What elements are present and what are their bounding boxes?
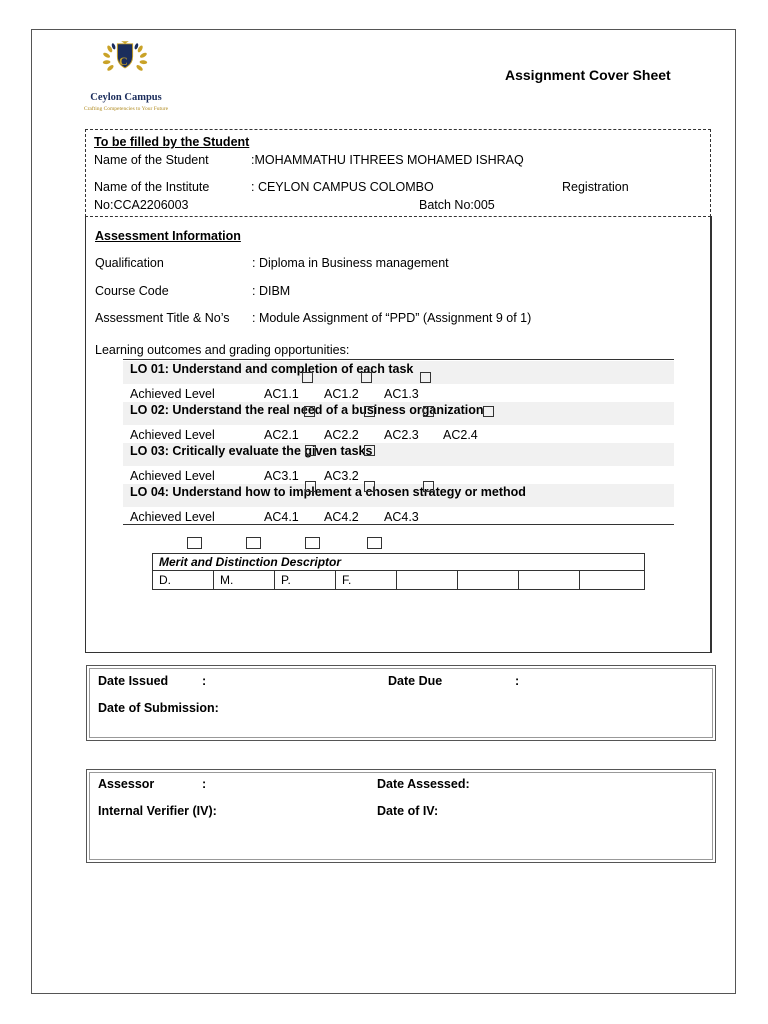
date-assessed-label: Date Assessed: xyxy=(377,777,470,791)
registration-value: No:CCA2206003 xyxy=(94,198,189,212)
ac-checkbox[interactable] xyxy=(305,445,316,456)
student-section-heading: To be filled by the Student xyxy=(94,135,250,149)
ac-label: AC2.3 xyxy=(384,428,419,442)
ac-checkbox[interactable] xyxy=(420,372,431,383)
achieved-level-label: Achieved Level xyxy=(130,469,215,483)
date-due-label: Date Due xyxy=(388,674,443,688)
institute-value: : CEYLON CAMPUS COLOMBO xyxy=(251,180,434,194)
date-of-submission-label: Date of Submission: xyxy=(98,701,219,715)
descriptor-cell[interactable]: P. xyxy=(275,571,336,590)
registration-label: Registration xyxy=(562,180,629,194)
descriptor-cell[interactable] xyxy=(397,571,458,590)
assessor-label: Assessor xyxy=(98,777,155,791)
lo-title: LO 04: Understand how to implement a chosen strategy or method xyxy=(130,485,526,499)
ac-checkbox[interactable] xyxy=(361,372,372,383)
ac-label: AC1.2 xyxy=(324,387,359,401)
ac-checkbox[interactable] xyxy=(305,481,316,492)
date-issued-label: Date Issued xyxy=(98,674,169,688)
descriptor-heading: Merit and Distinction Descriptor xyxy=(153,554,645,571)
ac-checkbox[interactable] xyxy=(364,481,375,492)
ac-label: AC2.2 xyxy=(324,428,359,442)
institute-label: Name of the Institute xyxy=(94,180,210,194)
ac-checkbox[interactable] xyxy=(483,406,494,417)
date-of-iv-label: Date of IV: xyxy=(377,804,439,818)
descriptor-cell[interactable]: D. xyxy=(153,571,214,590)
achieved-level-label: Achieved Level xyxy=(130,387,215,401)
grade-checkbox[interactable] xyxy=(187,537,202,549)
assessment-title-label: Assessment Title & No’s xyxy=(95,311,230,325)
page-title: Assignment Cover Sheet xyxy=(505,67,671,83)
assessment-section-heading: Assessment Information xyxy=(95,229,241,243)
lo-title: LO 01: Understand and completion of each task xyxy=(130,362,414,376)
batch-number: Batch No:005 xyxy=(419,198,495,212)
lo-table-top-rule xyxy=(123,359,674,360)
merit-distinction-table xyxy=(152,553,645,590)
achieved-level-label: Achieved Level xyxy=(130,510,215,524)
ac-checkbox[interactable] xyxy=(302,372,313,383)
ac-label: AC2.1 xyxy=(264,428,299,442)
lo-title: LO 03: Critically evaluate the given tasks xyxy=(130,444,373,458)
logo-name: Ceylon Campus xyxy=(90,92,162,103)
course-code-value: : DIBM xyxy=(252,284,291,298)
grade-checkbox[interactable] xyxy=(367,537,382,549)
lo-title: LO 02: Understand the real need of a business organization xyxy=(130,403,484,417)
ac-label: AC3.1 xyxy=(264,469,299,483)
internal-verifier-label: Internal Verifier (IV): xyxy=(98,804,217,818)
ac-label: AC1.3 xyxy=(384,387,419,401)
grade-checkbox[interactable] xyxy=(246,537,261,549)
descriptor-cell[interactable]: M. xyxy=(214,571,275,590)
descriptor-cell[interactable]: F. xyxy=(336,571,397,590)
student-name-label: Name of the Student xyxy=(94,153,209,167)
ac-checkbox[interactable] xyxy=(423,481,434,492)
student-name-value: :MOHAMMATHU ITHREES MOHAMED ISHRAQ xyxy=(251,153,524,167)
ac-label: AC3.2 xyxy=(324,469,359,483)
assessment-title-value: : Module Assignment of “PPD” (Assignment 9 of 1) xyxy=(252,311,532,325)
descriptor-cell[interactable] xyxy=(580,571,645,590)
logo-tagline: Crafting Competencies to Your Future xyxy=(83,106,169,112)
course-code-label: Course Code xyxy=(95,284,169,298)
ac-checkbox[interactable] xyxy=(364,445,375,456)
ac-label: AC4.3 xyxy=(384,510,419,524)
date-issued-colon: : xyxy=(202,674,207,688)
descriptor-cell[interactable] xyxy=(458,571,519,590)
ac-checkbox[interactable] xyxy=(423,406,434,417)
qualification-label: Qualification xyxy=(95,256,164,270)
qualification-value: : Diploma in Business management xyxy=(252,256,449,270)
grade-checkbox[interactable] xyxy=(305,537,320,549)
ac-label: AC4.2 xyxy=(324,510,359,524)
date-due-colon: : xyxy=(515,674,520,688)
lo-table-bottom-rule xyxy=(123,524,674,525)
logo-letter: C xyxy=(119,54,128,68)
ac-label: AC1.1 xyxy=(264,387,299,401)
ac-label: AC4.1 xyxy=(264,510,299,524)
achieved-level-label: Achieved Level xyxy=(130,428,215,442)
ac-checkbox[interactable] xyxy=(364,406,375,417)
ac-checkbox[interactable] xyxy=(304,406,315,417)
ac-label: AC2.4 xyxy=(443,428,478,442)
learning-outcomes-label: Learning outcomes and grading opportunities: xyxy=(95,343,350,357)
descriptor-cell[interactable] xyxy=(519,571,580,590)
assessor-colon: : xyxy=(202,777,207,791)
